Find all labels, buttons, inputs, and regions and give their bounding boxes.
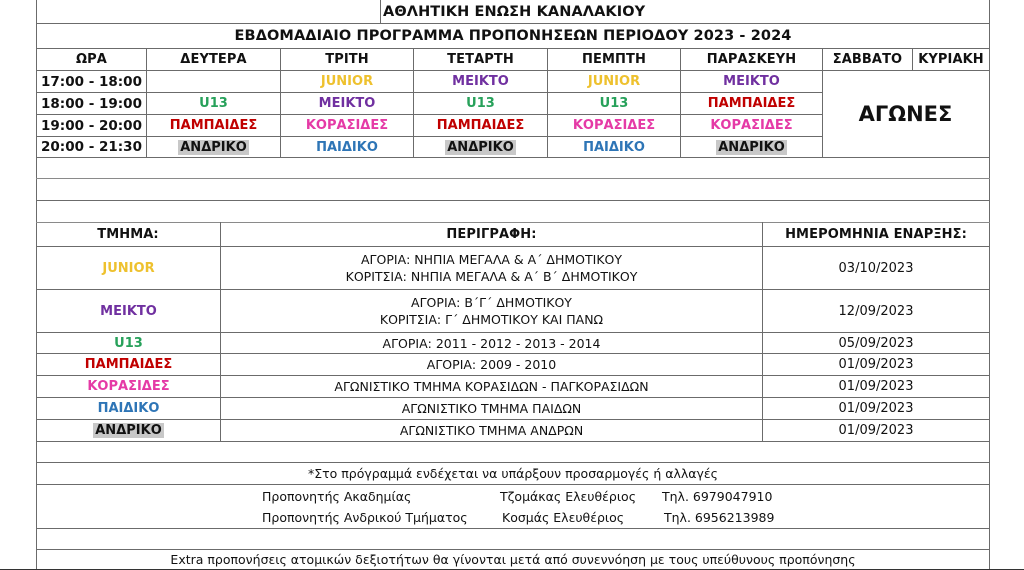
group-label: ΑΝΔΡΙΚΟ	[180, 139, 247, 155]
row-line	[36, 441, 990, 442]
description-line: ΑΓΩΝΙΣΤΙΚΟ ΤΜΗΜΑ ΑΝΔΡΩΝ	[399, 423, 584, 438]
group-label: ΚΟΡΑΣΙΔΕΣ	[305, 118, 389, 133]
group-label: U13	[466, 96, 495, 111]
schedule-cell	[681, 137, 822, 157]
schedule-cell	[681, 93, 822, 114]
group-name-cell	[37, 247, 220, 289]
group-label: ΚΟΡΑΣΙΔΕΣ	[87, 379, 170, 394]
group-label: ΚΟΡΑΣΙΔΕΣ	[710, 118, 793, 133]
coach-phone: Τηλ. 6979047910	[662, 488, 773, 504]
description-line: ΑΓΟΡΙΑ: 2011 - 2012 - 2013 - 2014	[382, 335, 601, 351]
group-label: ΜΕΙΚΤΟ	[100, 303, 157, 319]
group-label: ΠΑΙΔΙΚΟ	[583, 139, 645, 155]
group-label: ΠΑΜΠΑΙΔΕΣ	[436, 118, 525, 133]
group-start-date: 01/09/2023	[838, 401, 914, 416]
group-label: ΠΑΙΔΙΚΟ	[316, 139, 378, 155]
description-line: ΚΟΡΙΤΣΙΑ: ΝΗΠΙΑ ΜΕΓΑΛΑ & Α΄ Β΄ ΔΗΜΟΤΙΚΟΥ	[345, 269, 638, 284]
description-line: ΑΓΟΡΙΑ: 2009 - 2010	[426, 357, 557, 372]
schedule-cell	[548, 137, 680, 157]
time-slot: 20:00 - 21:30	[41, 139, 142, 155]
schedule-cell	[147, 115, 280, 136]
group-label: U13	[199, 96, 228, 111]
row-line	[36, 92, 822, 93]
group-label: U13	[599, 96, 629, 111]
group-name-cell	[37, 420, 220, 441]
group-name-cell	[37, 376, 220, 397]
schedule-cell	[548, 115, 680, 136]
coach-phone: Τηλ. 6956213989	[664, 509, 775, 525]
group-description-cell	[221, 354, 762, 375]
group-name-cell	[37, 333, 220, 353]
schedule-cell	[414, 137, 547, 157]
col-line	[680, 48, 681, 157]
group-name-cell	[37, 354, 220, 375]
schedule-column-header: ΩΡΑ	[76, 52, 107, 67]
col-line	[413, 48, 414, 157]
group-label: ΜΕΙΚΤΟ	[318, 96, 376, 111]
schedule-column-header: ΣΑΒΒΑΤΟ	[832, 52, 903, 67]
col-line	[280, 48, 281, 157]
row-line	[36, 136, 822, 137]
schedule-column-header: ΤΡΙΤΗ	[325, 52, 369, 67]
description-line: ΑΓΟΡΙΑ: ΝΗΠΙΑ ΜΕΓΑΛΑ & Α΄ ΔΗΜΟΤΙΚΟΥ	[360, 252, 622, 267]
group-description-cell	[221, 376, 762, 397]
extra-training-note: Extra προπονήσεις ατομικών δεξιοτήτων θα γίνονται μετά από συνεννόηση με τους υπεύθυνους προπόνησης	[170, 552, 856, 567]
description-line: ΑΓΩΝΙΣΤΙΚΟ ΤΜΗΜΑ ΚΟΡΑΣΙΔΩΝ - ΠΑΓΚΟΡΑΣΙΔΩΝ	[334, 379, 649, 394]
row-line	[36, 178, 990, 179]
group-label: U13	[114, 335, 143, 351]
schedule-cell	[414, 115, 547, 136]
group-label: ΑΝΔΡΙΚΟ	[95, 423, 162, 438]
schedule-cell	[147, 71, 280, 92]
group-label: ΑΝΔΡΙΚΟ	[718, 139, 785, 155]
schedule-cell	[147, 137, 280, 157]
schedule-cell	[281, 137, 413, 157]
group-start-date: 05/09/2023	[838, 335, 914, 351]
group-label: ΚΟΡΑΣΙΔΕΣ	[572, 118, 656, 133]
schedule-cell	[414, 93, 547, 114]
group-description-cell	[221, 247, 762, 289]
col-line	[146, 48, 147, 157]
group-start-date: 03/10/2023	[838, 260, 914, 276]
group-label: ΠΑΜΠΑΙΔΕΣ	[169, 118, 258, 133]
coach-role: Προπονητής Ανδρικού Τμήματος	[262, 509, 468, 525]
schedule-column-header: ΠΕΜΠΤΗ	[582, 52, 646, 67]
schedule-column-header: ΤΕΤΑΡΤΗ	[447, 52, 514, 67]
row-line	[36, 375, 990, 376]
program-title: ΕΒΔΟΜΑΔΙΑΙΟ ΠΡΟΓΡΑΜΜΑ ΠΡΟΠΟΝΗΣΕΩΝ ΠΕΡΙΟΔΟΥ 2023 - 2024	[234, 28, 792, 44]
col-line	[912, 48, 913, 70]
group-description-cell	[221, 398, 762, 419]
col-line	[822, 48, 823, 157]
time-slot: 18:00 - 19:00	[41, 95, 142, 112]
schedule-cell	[548, 93, 680, 114]
row-line	[36, 528, 990, 529]
group-label: ΠΑΜΠΑΙΔΕΣ	[84, 357, 173, 372]
group-description-cell	[221, 420, 762, 441]
groups-header-start-date: ΗΜΕΡΟΜΗΝΙΑ ΕΝΑΡΞΗΣ:	[785, 227, 967, 242]
row-line	[36, 419, 990, 420]
groups-header-description: ΠΕΡΙΓΡΑΦΗ:	[446, 227, 537, 242]
group-label: ΠΑΜΠΑΙΔΕΣ	[707, 96, 796, 111]
group-name-cell	[37, 290, 220, 332]
schedule-column-header: ΔΕΥΤΕΡΑ	[180, 52, 247, 67]
schedule-change-note: *Στο πρόγραμμά ενδέχεται να υπάρξουν προσαρμογές ή αλλαγές	[307, 466, 719, 481]
schedule-column-header: ΠΑΡΑΣΚΕΥΗ	[706, 52, 797, 67]
group-label: JUNIOR	[102, 260, 155, 276]
group-label: JUNIOR	[587, 74, 641, 89]
group-description-cell	[221, 290, 762, 332]
group-label: JUNIOR	[320, 74, 374, 89]
club-name: ΑΘΛΗΤΙΚΗ ΕΝΩΣΗ ΚΑΝΑΛΑΚΙΟΥ	[383, 3, 646, 20]
row-line	[36, 397, 990, 398]
schedule-cell	[281, 93, 413, 114]
schedule-cell	[548, 71, 680, 92]
time-slot: 19:00 - 20:00	[41, 117, 142, 134]
row-line	[36, 332, 990, 333]
group-label: ΑΝΔΡΙΚΟ	[447, 139, 514, 155]
description-line: ΚΟΡΙΤΣΙΑ: Γ΄ ΔΗΜΟΤΙΚΟΥ ΚΑΙ ΠΑΝΩ	[379, 312, 604, 327]
coach-name: Κοσμάς Ελευθέριος	[502, 509, 625, 525]
group-label: ΜΕΙΚΤΟ	[723, 74, 780, 89]
group-label: ΠΑΙΔΙΚΟ	[97, 401, 160, 416]
row-line	[36, 157, 990, 158]
row-line	[36, 353, 990, 354]
group-start-date: 12/09/2023	[838, 303, 914, 319]
description-line: ΑΓΩΝΙΣΤΙΚΟ ΤΜΗΜΑ ΠΑΙΔΩΝ	[401, 401, 582, 416]
coach-name: Τζομάκας Ελευθέριος	[500, 488, 637, 504]
schedule-cell	[281, 71, 413, 92]
schedule-cell	[681, 115, 822, 136]
coach-role: Προπονητής Ακαδημίας	[262, 488, 412, 504]
col-line	[547, 48, 548, 157]
group-start-date: 01/09/2023	[838, 379, 914, 394]
schedule-cell	[681, 71, 822, 92]
group-label: ΜΕΙΚΤΟ	[452, 74, 509, 89]
group-name-cell	[37, 398, 220, 419]
group-start-date: 01/09/2023	[838, 423, 914, 438]
groups-header-group: ΤΜΗΜΑ:	[97, 227, 159, 242]
schedule-cell	[147, 93, 280, 114]
time-slot: 17:00 - 18:00	[41, 73, 142, 90]
group-start-date: 01/09/2023	[838, 357, 914, 372]
description-line: ΑΓΟΡΙΑ: Β΄Γ΄ ΔΗΜΟΤΙΚΟΥ	[411, 295, 572, 310]
row-line	[36, 114, 822, 115]
schedule-column-header: ΚΥΡΙΑΚΗ	[918, 52, 984, 67]
weekend-matches-label: ΑΓΩΝΕΣ	[858, 102, 953, 126]
group-description-cell	[221, 333, 762, 353]
row-line	[36, 289, 990, 290]
schedule-cell	[414, 71, 547, 92]
schedule-cell	[281, 115, 413, 136]
row-line	[36, 200, 990, 201]
